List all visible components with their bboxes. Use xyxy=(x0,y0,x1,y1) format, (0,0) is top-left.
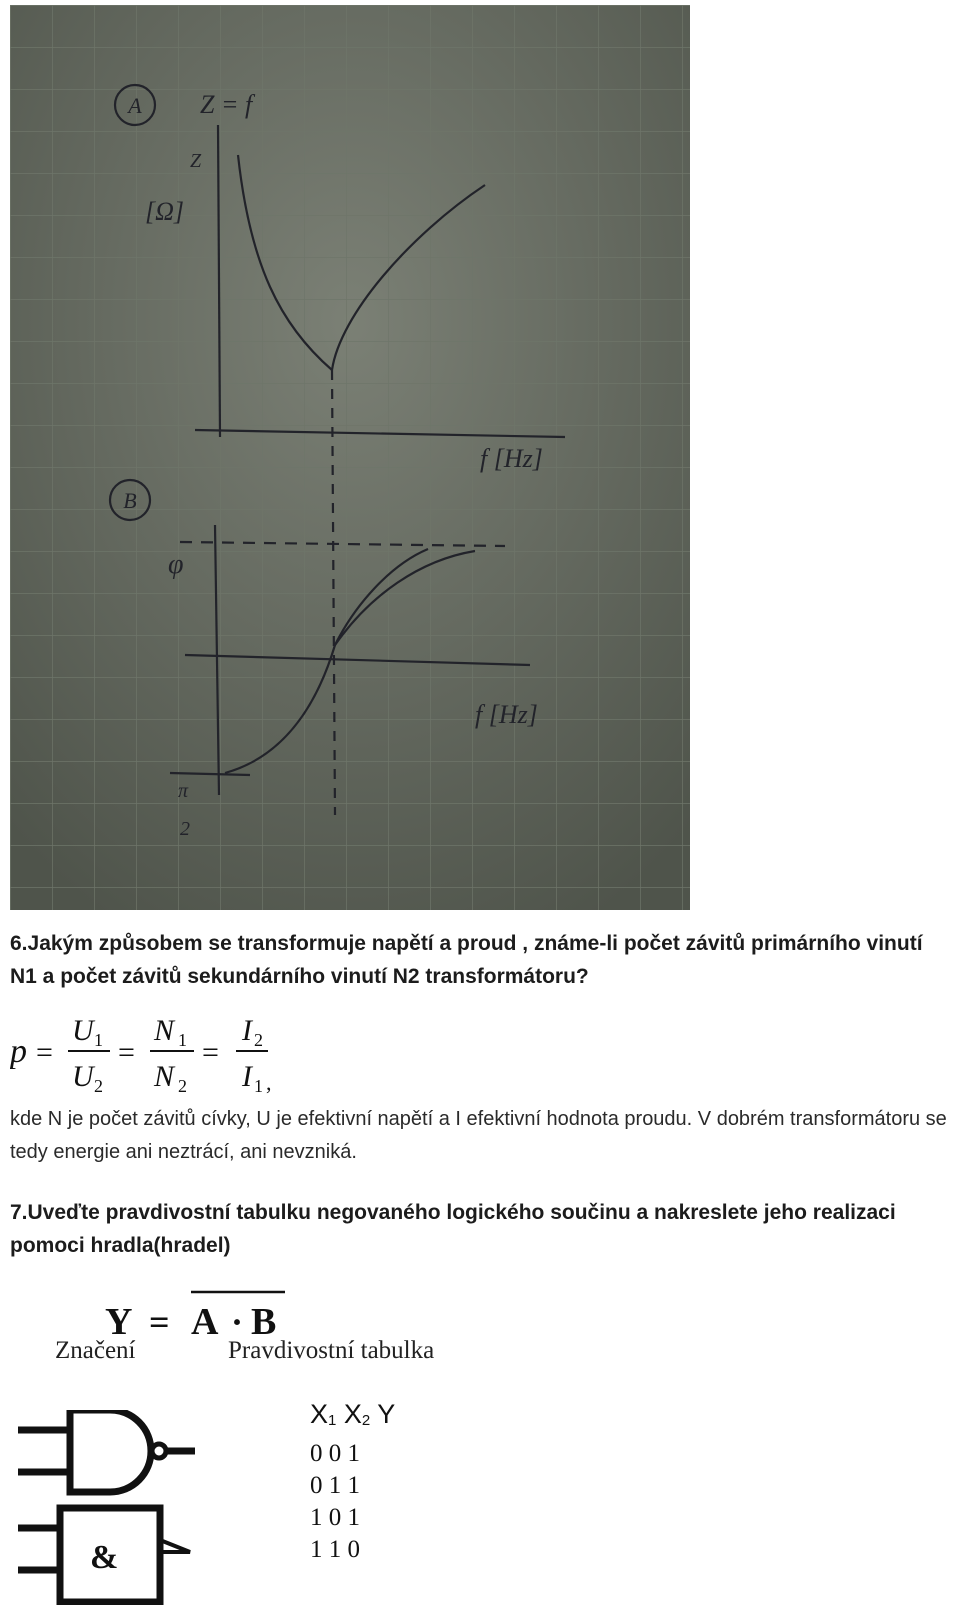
tt-header-x1: X xyxy=(310,1399,329,1429)
formula-f2-num-sub: 1 xyxy=(178,1030,187,1050)
formula-f3-num-sub: 2 xyxy=(254,1030,263,1050)
formula-f1-den-sub: 2 xyxy=(94,1076,103,1095)
truth-table xyxy=(310,1397,395,1566)
nand-gate-ansi xyxy=(18,1410,195,1492)
nand-eq-a: A xyxy=(191,1301,219,1343)
nand-iec-negation xyxy=(160,1540,190,1552)
formula-eq-2: = xyxy=(118,1036,135,1069)
nand-ansi-bubble xyxy=(152,1444,166,1458)
truth-table-row: 1 1 0 xyxy=(310,1536,360,1563)
label-symbol: Značení xyxy=(55,1337,136,1364)
tt-header-x1-sub: 1 xyxy=(328,1412,337,1429)
graph-a-y-label-unit: [Ω] xyxy=(145,197,185,226)
formula-eq-3: = xyxy=(202,1036,219,1069)
nand-eq-b: B xyxy=(251,1301,277,1343)
nand-gate-symbols xyxy=(15,1410,215,1605)
truth-table-header xyxy=(310,1397,395,1438)
graph-b-circle-label: B xyxy=(123,488,137,513)
graph-a-circle-label: A xyxy=(128,93,142,118)
formula-f2-den: N xyxy=(154,1060,175,1093)
nand-ansi-body xyxy=(70,1410,151,1492)
tt-header-x2: X xyxy=(343,1399,362,1429)
formula-f1-den: U xyxy=(72,1060,94,1093)
graph-b-x-label: f [Hz] xyxy=(475,700,538,729)
nand-iec-symbol: & xyxy=(90,1539,119,1576)
transformer-ratio-formula xyxy=(10,1010,310,1095)
label-truth-table: Pravdivostní tabulka xyxy=(228,1337,435,1364)
nand-eq-y: Y xyxy=(105,1301,133,1343)
formula-trailing-comma: , xyxy=(266,1070,272,1095)
truth-table-row: 0 1 1 xyxy=(310,1472,360,1499)
formula-f1-num: U xyxy=(72,1014,94,1047)
graph-a-title: Z = f xyxy=(200,90,253,119)
truth-table-row: 0 0 1 xyxy=(310,1440,360,1467)
question-7-heading: 7.Uveďte pravdivostní tabulku negovaného logického součinu a nakreslete jeho realizaci pomoci hradla(hradel) xyxy=(10,1201,896,1257)
formula-f2-num: N xyxy=(154,1014,175,1047)
formula-eq-1: = xyxy=(36,1036,53,1069)
nand-eq-equals: = xyxy=(149,1302,170,1342)
formula-f1-num-sub: 1 xyxy=(94,1030,103,1050)
truth-table-row: 1 0 1 xyxy=(310,1504,360,1531)
nand-equation xyxy=(105,1288,305,1344)
formula-f3-den-sub: 1 xyxy=(254,1076,263,1095)
tt-header-y: Y xyxy=(377,1399,396,1429)
formula-f2-den-sub: 2 xyxy=(178,1076,187,1095)
question-6-heading: 6.Jakým způsobem se transformuje napětí a proud , známe-li počet závitů primárního vinutí N1 a počet závitů sekundárního vinutí N2 transformátoru? xyxy=(10,932,923,988)
graph-a-x-label: f [Hz] xyxy=(480,444,543,473)
graph-a-y-label-top: Z xyxy=(190,150,202,172)
graph-b-bottom-label-den: 2 xyxy=(180,818,190,840)
graph-b-bottom-label-num: π xyxy=(178,780,189,802)
handwritten-graphs-photo xyxy=(10,5,690,910)
formula-f3-num: I xyxy=(242,1014,252,1047)
graph-b-y-label: φ xyxy=(168,549,184,580)
nand-eq-dot: · xyxy=(231,1302,244,1342)
formula-p: p xyxy=(10,1033,27,1070)
tt-header-x2-sub: 2 xyxy=(361,1412,371,1429)
formula-f3-den: I xyxy=(242,1060,252,1093)
question-6-explanation: kde N je počet závitů cívky, U je efektivní napětí a I efektivní hodnota proudu. V dobrém transformátoru se tedy energie ani neztrácí, ani nevzniká. xyxy=(10,1108,947,1163)
